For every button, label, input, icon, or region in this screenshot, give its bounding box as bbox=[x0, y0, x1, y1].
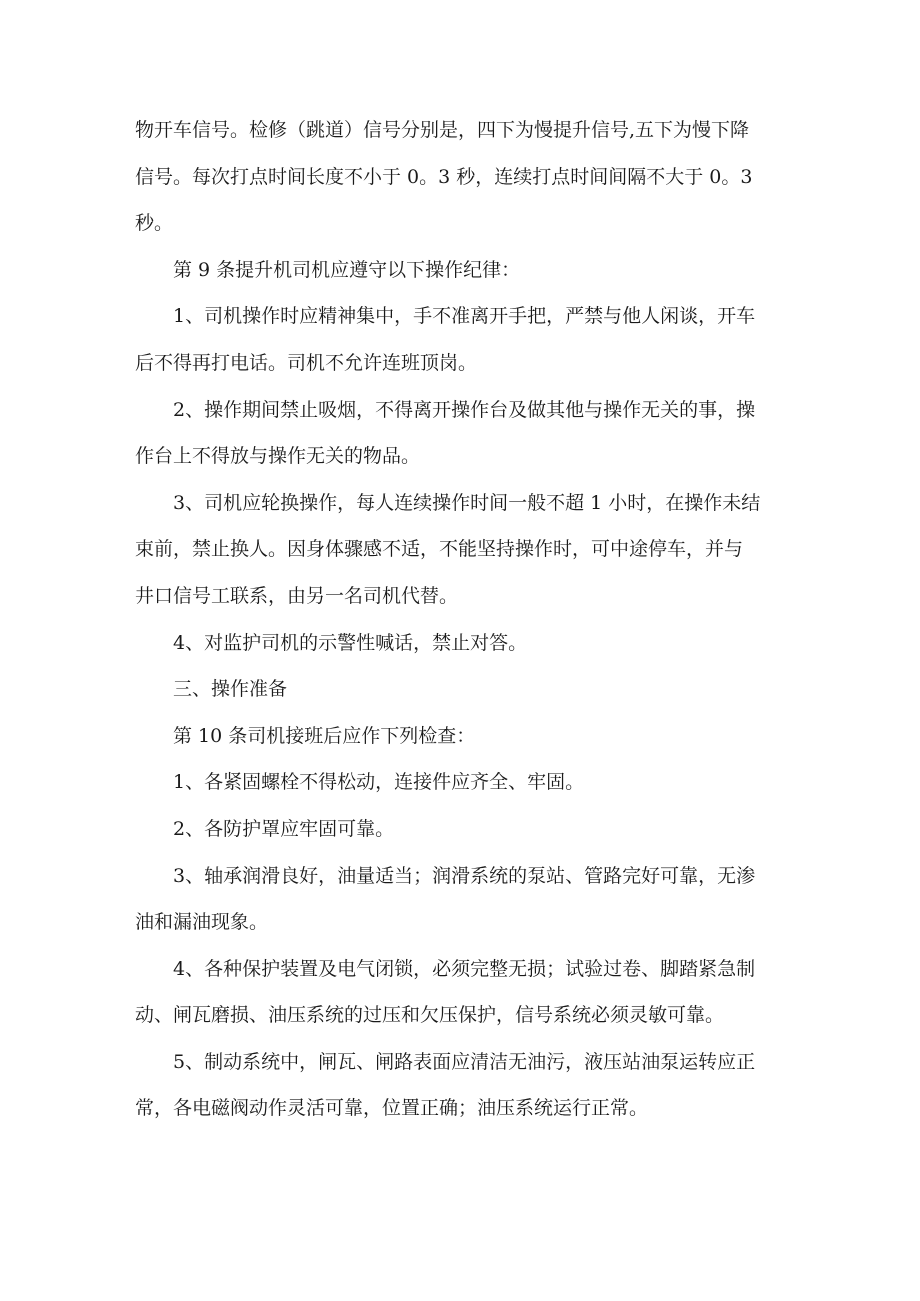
article-heading: 第 9 条提升机司机应遵守以下操作纪律： bbox=[173, 258, 521, 281]
text-line: 后不得再打电话。司机不允许连班顶岗。 bbox=[135, 351, 478, 374]
text-line: 动、闸瓦磨损、油压系统的过压和欠压保护，信号系统必须灵敏可靠。 bbox=[135, 1004, 725, 1027]
text-line: 3、司机应轮换操作，每人连续操作时间一般不超 1 小时，在操作未结 bbox=[173, 491, 761, 514]
text-line: 信号。每次打点时间长度不小于 0。3 秒，连续打点时间间隔不大于 0。3 bbox=[135, 165, 753, 188]
text-line: 2、各防护罩应牢固可靠。 bbox=[173, 817, 395, 840]
paragraph-section-3 bbox=[135, 666, 787, 713]
text-line: 2、操作期间禁止吸烟，不得离开操作台及做其他与操作无关的事，操 bbox=[173, 398, 756, 421]
document-body bbox=[135, 107, 787, 1132]
paragraph-article-10-item-3 bbox=[135, 853, 787, 946]
paragraph-article-10-item-4 bbox=[135, 946, 787, 1039]
text-line: 油和漏油现象。 bbox=[135, 911, 269, 934]
text-line: 3、轴承润滑良好，油量适当；润滑系统的泵站、管路完好可靠，无渗 bbox=[173, 864, 756, 887]
text-line: 5、制动系统中，闸瓦、闸路表面应清洁无油污，液压站油泵运转应正 bbox=[173, 1050, 756, 1073]
text-line: 作台上不得放与操作无关的物品。 bbox=[135, 445, 421, 468]
paragraph-article-10-item-1 bbox=[135, 759, 787, 806]
text-line: 4、对监护司机的示警性喊话，禁止对答。 bbox=[173, 631, 528, 654]
paragraph-article-10-item-2 bbox=[135, 806, 787, 853]
paragraph-article-9-item-4 bbox=[135, 620, 787, 667]
paragraph-article-10-item-5 bbox=[135, 1039, 787, 1132]
paragraph-article-9 bbox=[135, 247, 787, 294]
text-line: 秒。 bbox=[135, 212, 174, 235]
text-line: 1、各紧固螺栓不得松动，连接件应齐全、牢固。 bbox=[173, 771, 585, 794]
paragraph-signal-continued bbox=[135, 107, 787, 247]
text-line: 物开车信号。检修（跳道）信号分别是，四下为慢提升信号,五下为慢下降 bbox=[135, 119, 750, 141]
text-line: 4、各种保护装置及电气闭锁，必须完整无损；试验过卷、脚踏紧急制 bbox=[173, 957, 756, 980]
article-heading: 第 10 条司机接班后应作下列检查： bbox=[173, 724, 476, 747]
text-line: 束前，禁止换人。因身体骤感不适，不能坚持操作时，可中途停车，并与 bbox=[135, 538, 744, 561]
paragraph-article-9-item-2 bbox=[135, 387, 787, 480]
text-line: 1、司机操作时应精神集中，手不准离开手把，严禁与他人闲谈，开车 bbox=[173, 305, 756, 328]
section-heading: 三、操作准备 bbox=[173, 678, 288, 701]
paragraph-article-9-item-1 bbox=[135, 293, 787, 386]
text-line: 常，各电磁阀动作灵活可靠，位置正确；油压系统运行正常。 bbox=[135, 1097, 649, 1120]
paragraph-article-9-item-3 bbox=[135, 480, 787, 620]
text-line: 井口信号工联系，由另一名司机代替。 bbox=[135, 584, 459, 607]
paragraph-article-10 bbox=[135, 713, 787, 760]
